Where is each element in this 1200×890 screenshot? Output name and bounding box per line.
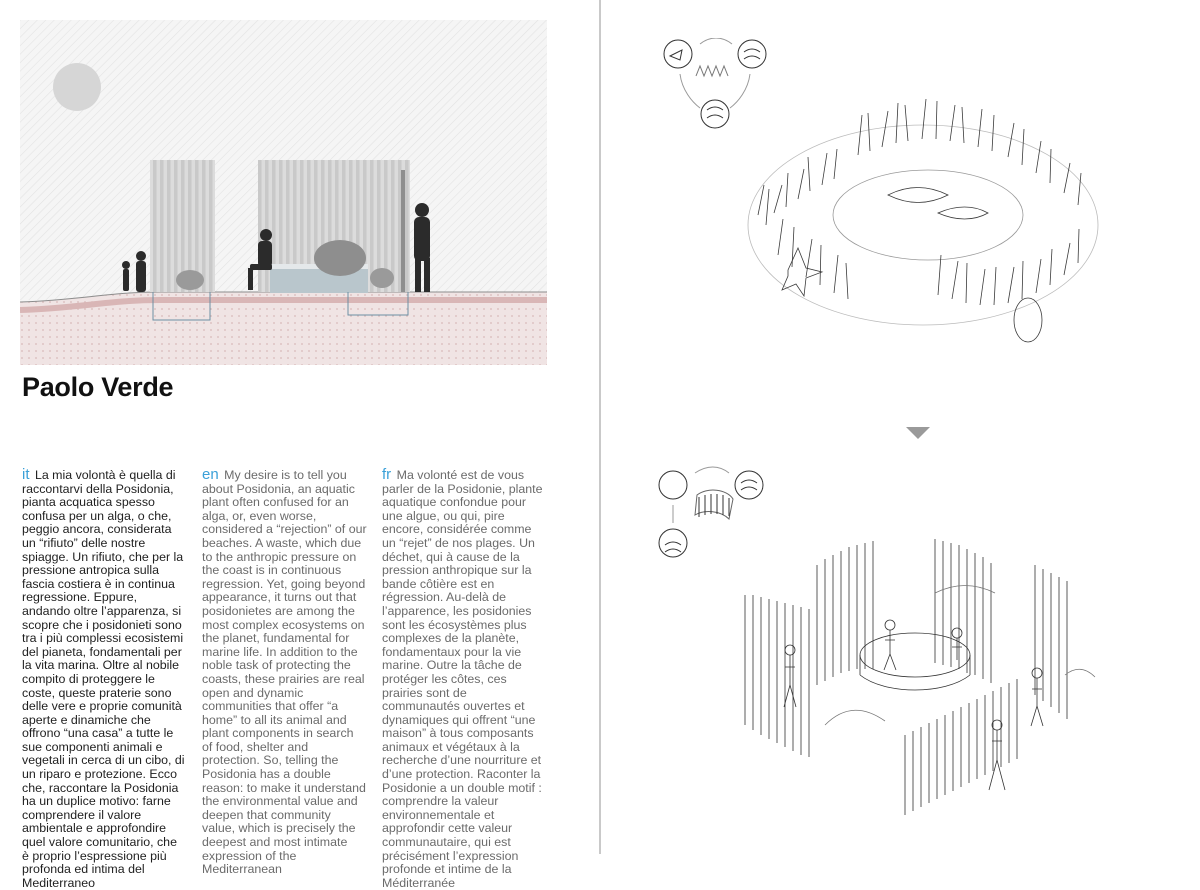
- pavilion-illustration: [735, 525, 1110, 845]
- text-column-it: [22, 468, 187, 890]
- section-drawing: [20, 20, 547, 365]
- column-body: My desire is to tell you about Posidonia, an aquatic plant often confused for an alga, or, even worse, considered a “rejection” of our beaches. A waste, which due to the anthropic pressure on the coast is in continuous regression. Yet, going beyond appearance, it turns out that posidonietes are among the most complex ecosystems on the planet, fundamental for marine life. In addition to the noble task of protecting the coasts, these prairies are real open and dynamic communities that offer “a home” to all its animal and plant components in search of food, shelter and protection. So, telling the Posidonia has a double reason: to make it understand the environmental value and deepen that community value, which is precisely the deepest and most intimate expression of the Mediterranean: [202, 468, 367, 877]
- language-tag: en: [202, 466, 219, 483]
- sun-icon: [53, 63, 101, 111]
- spread-divider: [599, 0, 601, 854]
- language-tag: fr: [382, 466, 392, 483]
- seagrass-illustration: [738, 95, 1108, 360]
- column-body: La mia volontà è quella di raccontarvi della Posidonia, pianta acquatica spesso confusa per un alga, o che, peggio ancora, considerata un “rifiuto” delle nostre spiagge. Un rifiuto, che per la pressione antropica sulla fascia costiera è in continua regressione. Eppure, andando oltre l’apparenza, si scopre che i posidonieti sono tra i più complessi ecosistemi del pianeta, fondamentali per la vita marina. Oltre al nobile compito di proteggere le coste, queste praterie sono delle vere e proprie comunità aperte e dinamiche che offrono “una casa” a tutte le sue componenti animali e vegetali in cerca di un cibo, di un riparo e protezione. Ecco che, raccontare la Posidonia ha un duplice motivo: farne comprendere il valore ambientale e approfondire quel valore comunitario, che è proprio l’espressione più profonda ed intima del Mediterraneo: [22, 468, 185, 890]
- text-column-en: [202, 468, 367, 877]
- down-arrow-icon: [906, 427, 930, 439]
- author-name: Paolo Verde: [22, 372, 174, 402]
- language-tag: it: [22, 466, 30, 483]
- text-column-fr: [382, 468, 547, 890]
- column-body: Ma volonté est de vous parler de la Posidonie, plante aquatique confondue pour une algue, ou qui, pire encore, considérée comme un “rejet” de nos plages. Un déchet, qui à cause de la pression anthropique sur la bande côtière est en régression. Au-delà de l’apparence, les posidonies sont les écosystèmes plus complexes de la planète, fondamentaux pour la vie marine. Outre la tâche de protéger les côtes, ces prairies sont de communautés ouvertes et dynamiques qui offrent “une maison” à tous composants animaux et végétaux à la recherche d’une nourriture et d’une protection. Raconter la Posidonie a un double motif : comprendre la valeur environnementale et approfondir cette valeur communautaire, qui est précisément l’expression profonde et intime de la Méditerranée: [382, 468, 543, 890]
